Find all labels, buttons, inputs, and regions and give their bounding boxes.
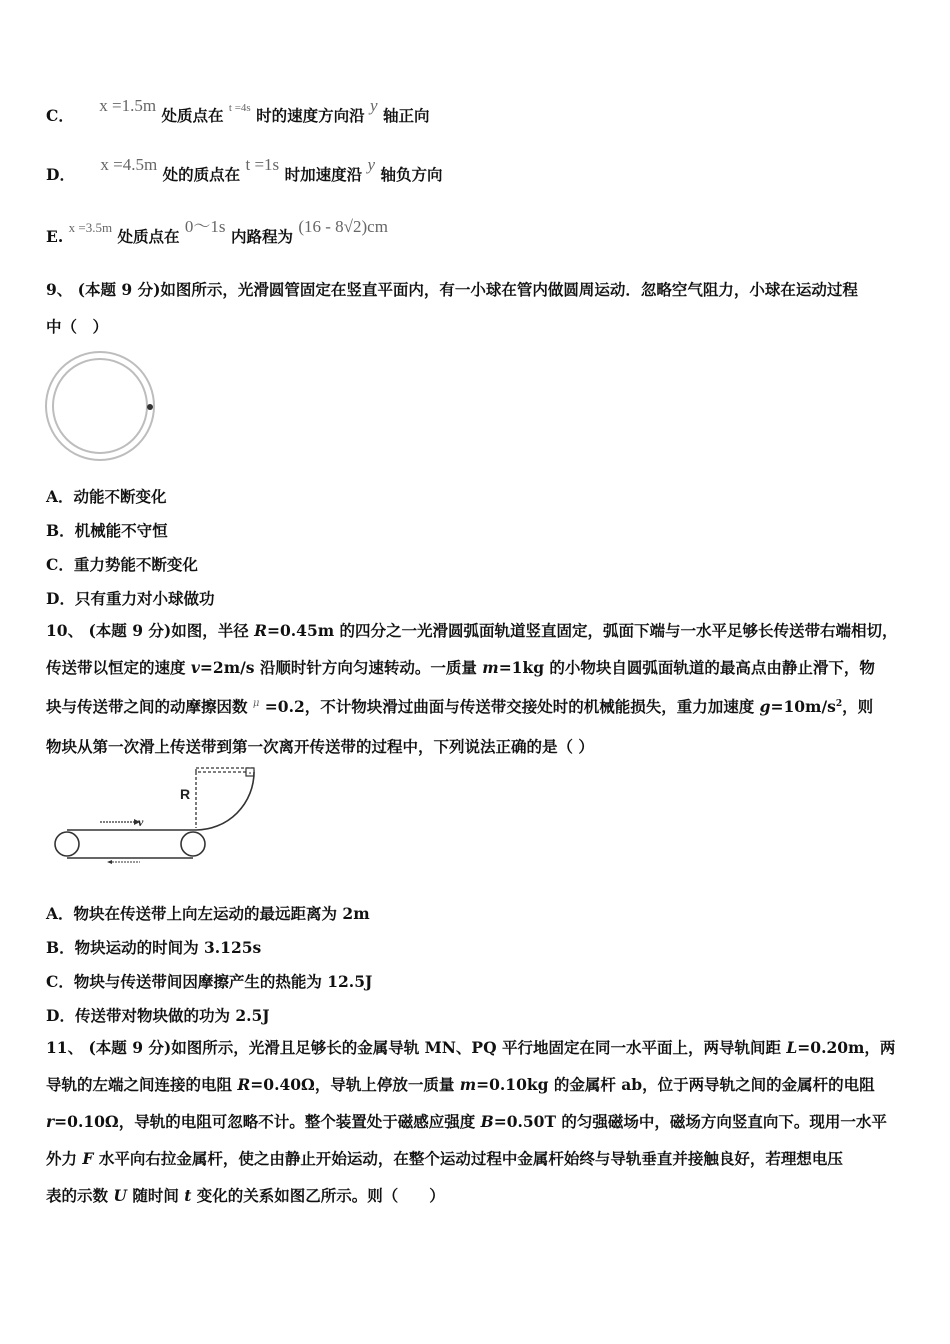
math-position: x =1.5m bbox=[99, 96, 157, 115]
q10-line-3: 块与传送带之间的动摩擦因数 $^\mu$ =0.2，不计物块滑过曲面与传送带交接处时的机械能损失，重力加速度 $g=10m/s^2$，则 bbox=[46, 697, 874, 717]
conveyor-track-figure bbox=[50, 764, 262, 868]
option-label: E. bbox=[46, 227, 64, 246]
q8-option-c[interactable] bbox=[46, 96, 430, 126]
option-text: 处质点在 bbox=[117, 227, 180, 246]
q8-option-e[interactable] bbox=[46, 217, 388, 247]
math-interval: 0～1s bbox=[184, 217, 226, 236]
q10-stem bbox=[46, 612, 908, 765]
velocity-label: v bbox=[138, 815, 144, 829]
q9-option-c[interactable]: C．重力势能不断变化 bbox=[46, 555, 198, 574]
arc-track bbox=[196, 772, 254, 830]
radius-label: R bbox=[180, 786, 191, 802]
q10-option-b[interactable]: B．物块运动的时间为 3.125s bbox=[46, 938, 262, 957]
q10-line-4: 物块从第一次滑上传送带到第一次离开传送带的过程中，下列说法正确的是（ ） bbox=[46, 737, 594, 757]
math-axis: y bbox=[370, 96, 378, 115]
math-time: t =4s bbox=[228, 102, 251, 114]
q10-option-a[interactable]: A．物块在传送带上向左运动的最远距离为 2m bbox=[46, 904, 370, 923]
q11-line-1: 11、 (本题 9 分)如图所示，光滑且足够长的金属导轨 MN、PQ 平行地固定在同一水平面上，两导轨间距 L=0.20m，两 bbox=[46, 1038, 896, 1057]
q9-option-b[interactable]: B．机械能不守恒 bbox=[46, 521, 168, 540]
q11-line-2: 导轨的左端之间连接的电阻 R=0.40Ω，导轨上停放一质量 m=0.10kg 的金属杆 ab，位于两导轨之间的金属杆的电阻 bbox=[46, 1075, 875, 1094]
q8-option-d[interactable] bbox=[46, 155, 443, 185]
option-text: 轴负方向 bbox=[380, 165, 443, 184]
tube-outer-wall bbox=[46, 352, 154, 460]
left-roller bbox=[55, 832, 79, 856]
option-label: D． bbox=[46, 165, 75, 184]
circular-tube-figure bbox=[44, 350, 156, 462]
tube-inner-wall bbox=[53, 359, 147, 453]
q9-stem bbox=[46, 271, 908, 345]
option-label: C． bbox=[46, 106, 74, 125]
q10-line-1: 10、 (本题 9 分)如图，半径 R=0.45m 的四分之一光滑圆弧面轨道竖直固定，弧面下端与一水平足够长传送带右端相切， bbox=[46, 621, 898, 640]
q10-option-d[interactable]: D．传送带对物块做的功为 2.5J bbox=[46, 1006, 270, 1025]
q9-line-1: 9、 (本题 9 分)如图所示，光滑圆管固定在竖直平面内，有一小球在管内做圆周运动．忽略空气阻力，小球在运动过程 bbox=[46, 280, 858, 299]
track-top-dashed bbox=[196, 768, 254, 772]
option-text: 时的速度方向沿 bbox=[256, 106, 365, 125]
math-position: x =3.5m bbox=[68, 220, 113, 235]
math-axis: y bbox=[367, 155, 376, 174]
option-text: 时加速度沿 bbox=[284, 165, 363, 184]
q10-option-c[interactable]: C．物块与传送带间因摩擦产生的热能为 12.5J bbox=[46, 972, 373, 991]
q11-line-5: 表的示数 U 随时间 t 变化的关系如图乙所示。则（ ） bbox=[46, 1186, 445, 1205]
ball-icon bbox=[147, 404, 153, 410]
option-text: 处质点在 bbox=[161, 106, 224, 125]
q11-line-3: r=0.10Ω，导轨的电阻可忽略不计。整个装置处于磁感应强度 B=0.50T 的匀强磁场中，磁场方向竖直向下。现用一水平 bbox=[46, 1112, 887, 1131]
q9-option-a[interactable]: A．动能不断变化 bbox=[46, 487, 167, 506]
math-position: x =4.5m bbox=[100, 155, 158, 174]
math-time: t =1s bbox=[245, 155, 280, 174]
option-text: 轴正向 bbox=[382, 106, 430, 125]
math-distance: (16 - 8√2)cm bbox=[298, 217, 388, 236]
option-text: 内路程为 bbox=[230, 227, 293, 246]
q11-line-4: 外力 F 水平向右拉金属杆，使之由静止开始运动，在整个运动过程中金属杆始终与导轨垂直并接触良好，若理想电压 bbox=[46, 1149, 843, 1168]
q11-stem bbox=[46, 1029, 908, 1214]
q9-option-d[interactable]: D．只有重力对小球做功 bbox=[46, 589, 215, 608]
q9-line-2: 中（ ） bbox=[46, 317, 109, 336]
q10-line-2: 传送带以恒定的速度 v=2m/s 沿顺时针方向匀速转动。一质量 m=1kg 的小物块自圆弧面轨道的最高点由静止滑下，物 bbox=[46, 658, 875, 677]
right-roller bbox=[181, 832, 205, 856]
option-text: 处的质点在 bbox=[162, 165, 241, 184]
